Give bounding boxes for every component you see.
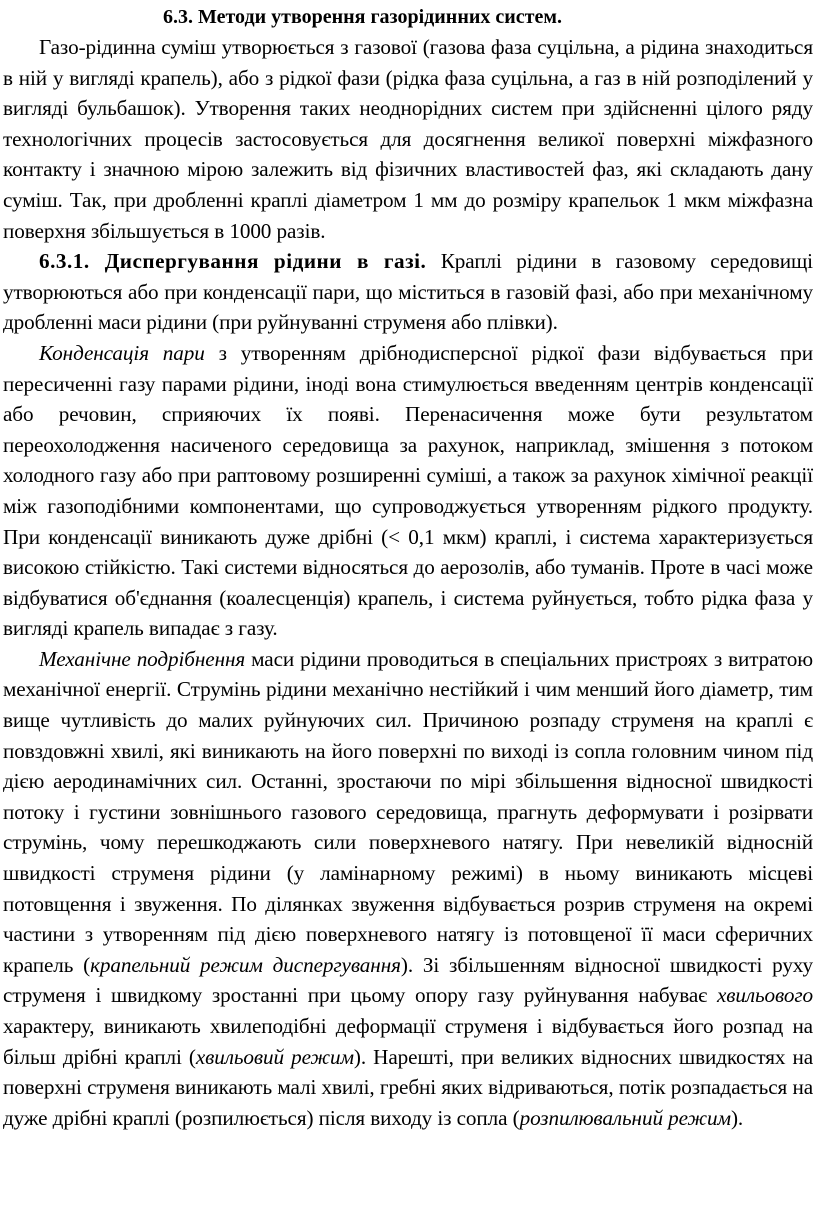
wave-regime-term: хвильовий режим bbox=[195, 1044, 354, 1069]
mechanical-text-3: характеру, виникають хвилеподібні деформації струменя і відбувається його розпад на більш дрібні краплі ( bbox=[3, 1014, 813, 1069]
mechanical-text-5: ). bbox=[730, 1105, 744, 1130]
condensation-paragraph bbox=[3, 338, 813, 644]
mechanical-text-2: ). Зі збільшенням відносної швидкості руху струменя і швидкому зростанні при цьому опору газу руйнування набуває bbox=[3, 952, 813, 1008]
subsection-title: 6.3.1. Диспергування рідини в газі. bbox=[39, 249, 427, 274]
mechanical-term: Механічне подрібнення bbox=[39, 646, 246, 671]
spray-regime-term: розпилювальний режим bbox=[519, 1105, 731, 1130]
wave-adjective-term: хвильового bbox=[716, 983, 813, 1008]
section-heading: 6.3. Методи утворення газорідинних систем. bbox=[163, 6, 562, 28]
subsection-text: Краплі рідини в газовому середовищі утворюються або при конденсації пари, що міститься в газовій фазі, або при механічному дробленні маси рідини (при руйнуванні струменя або плівки). bbox=[3, 249, 813, 335]
mechanical-text-4: ). Нарешті, при великих відносних швидкостях на поверхні струменя виникають малі хвилі, гребні яких відриваються, потік розпадається на дуже дрібні краплі (розпилюється) після виходу із сопла ( bbox=[3, 1044, 813, 1130]
condensation-term: Конденсація пари bbox=[39, 340, 205, 365]
mechanical-text-1: маси рідини проводиться в спеціальних пристроях з витратою механічної енергії. Струмінь рідини механічно нестійкий і чим менший його діаметр, тим вище чутливість до малих руйнуючих сил. Причиною розпаду струменя на краплі є повздовжні хвилі, які виникають на його поверхні по виході із сопла головним чином під дією аеродинамічних сил. Останні, зростаючи по мірі збільшення відносної швидкості потоку і густини зовнішнього газового середовища, прагнуть деформувати і розірвати струмінь, чому перешкоджають сили поверхневого натягу. При невеликій відносній швидкості струменя рідини (у ламінарному режимі) в ньому виникають місцеві потовщення і звуження. По ділянках звуження відбувається розрив струменя на окремі частини з утворенням під дією поверхневого натягу із потовщеної її маси сферичних крапель ( bbox=[3, 646, 813, 977]
mechanical-paragraph bbox=[3, 644, 813, 1134]
condensation-text: з утворенням дрібнодисперсної рідкої фази відбувається при пересиченні газу парами рідини, іноді вона стимулюється введенням центрів конденсації або речовин, сприяючих їх появі. Перенасичення може бути результатом переохолодження насиченого середовища за рахунок, наприклад, змішення з потоком холодного газу або при раптовому розширенні суміші, а також за рахунок хімічної реакції між газоподібними компонентами, що супроводжується утворенням рідкого продукту. При конденсації виникають дуже дрібні (< 0,1 мкм) краплі, і система характеризується високою стійкістю. Такі системи відносяться до аерозолів, або туманів. Проте в часі може відбуватися об'єднання (коалесценція) крапель, і система руйнується, тобто рідка фаза у вигляді крапель випадає з газу. bbox=[3, 340, 814, 641]
drop-regime-term: крапельний режим диспергування bbox=[90, 952, 401, 977]
intro-paragraph: Газо-рідинна суміш утворюється з газової (газова фаза суцільна, а рідина знаходиться в ній у вигляді крапель), або з рідкої фази (рідка фаза суцільна, а газ в ній розподілений у вигляді бульбашок). Утворення таких неоднорідних систем при здійсненні цілого ряду технологічних процесів застосовується для досягнення великої поверхні міжфазного контакту і значною мірою залежить від фізичних властивостей фаз, які складають дану суміш. Так, при дробленні краплі діаметром 1 мм до розміру крапельок 1 мкм міжфазна поверхня збільшується в 1000 разів. bbox=[3, 35, 813, 243]
subsection-paragraph bbox=[3, 246, 813, 338]
